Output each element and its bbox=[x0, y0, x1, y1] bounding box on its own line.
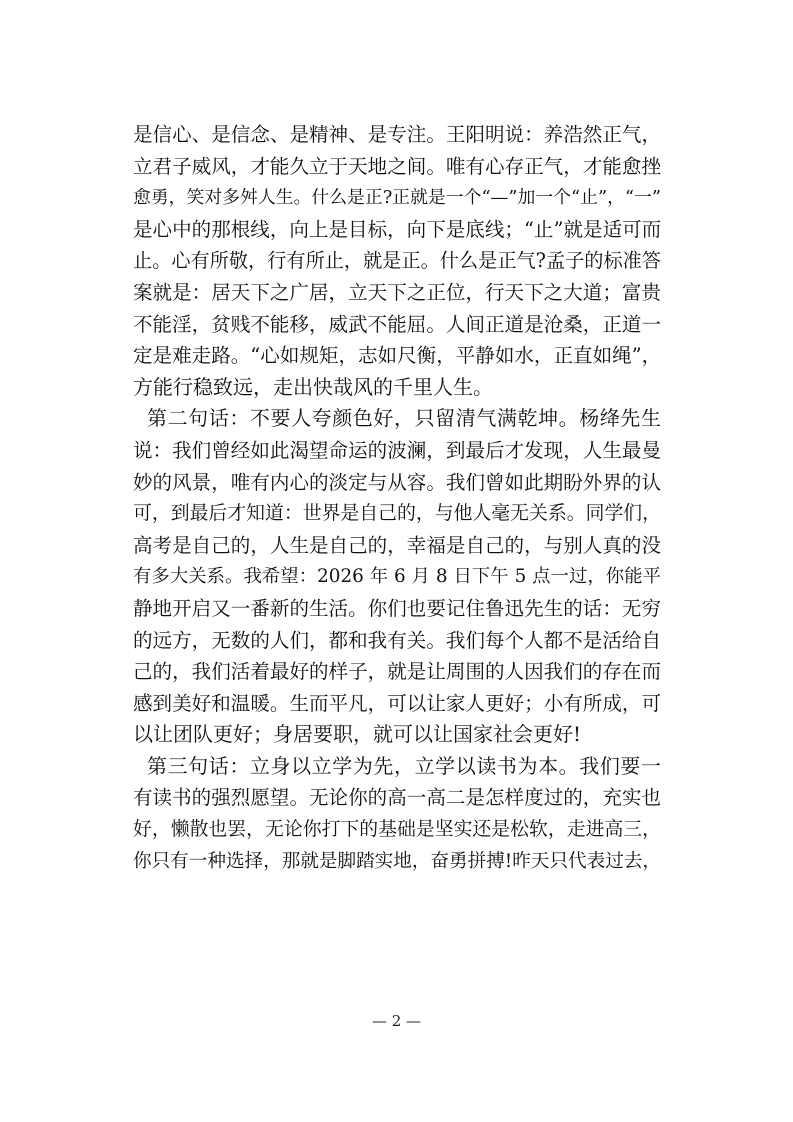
text-line: 方能行稳致远，走出快哉风的千里人生。 bbox=[133, 374, 493, 399]
text-line: 有读书的强烈愿望。无论你的高一高二是怎样度过的，充实也 bbox=[133, 786, 661, 810]
text-line: 感到美好和温暖。生而平凡，可以让家人更好；小有所成，可 bbox=[133, 691, 661, 715]
text-line: 立君子威风，才能久立于天地之间。唯有心存正气，才能愈挫 bbox=[133, 154, 661, 178]
text-line: 的远方，无数的人们，都和我有关。我们每个人都不是活给自 bbox=[133, 628, 661, 652]
text-line: 好，懒散也罢，无论你打下的基础是坚实还是松软，走进高三， bbox=[133, 819, 661, 841]
text-line: 静地开启又一番新的生活。你们也要记住鲁迅先生的话：无穷 bbox=[133, 596, 661, 620]
text-line: 是心中的那根线，向上是目标，向下是底线；“止”就是适可而 bbox=[133, 217, 662, 241]
text-line: 高考是自己的，人生是自己的，幸福是自己的，与别人真的没 bbox=[133, 533, 661, 557]
text-line: 案就是：居天下之广居，立天下之正位，行天下之大道；富贵 bbox=[133, 280, 661, 304]
text-line: 愈勇，笑对多舛人生。什么是正?正就是一个“—”加一个“止”，“一” bbox=[133, 187, 661, 209]
text-line: 有多大关系。我希望：2026 年 6 月 8 日下午 5 点一过，你能平 bbox=[133, 566, 661, 588]
text-line: 不能淫，贫贱不能移，威武不能屈。人间正道是沧桑，正道一 bbox=[133, 312, 661, 336]
text-line: 己的，我们活着最好的样子，就是让周围的人因我们的存在而 bbox=[133, 660, 661, 684]
page-number: — 2 — bbox=[371, 1012, 422, 1030]
text-line: 是信心、是信念、是精神、是专注。王阳明说：养浩然正气， bbox=[133, 123, 661, 146]
text-line: 定是难走路。“心如规矩，志如尺衡，平静如水，正直如绳”， bbox=[133, 344, 662, 368]
text-line: 说：我们曾经如此渴望命运的波澜，到最后才发现，人生最曼 bbox=[133, 438, 661, 462]
body-text bbox=[133, 119, 661, 877]
paragraph-start-line: 第三句话：立身以立学为先，立学以读书为本。我们要一 bbox=[147, 753, 661, 778]
text-line: 以让团队更好；身居要职，就可以让国家社会更好! bbox=[133, 722, 582, 747]
text-line: 止。心有所敬，行有所止，就是正。什么是正气?孟子的标准答 bbox=[133, 249, 661, 273]
paragraph-start-line: 第二句话：不要人夸颜色好，只留清气满乾坤。杨绛先生 bbox=[147, 406, 661, 431]
text-line: 可，到最后才知道：世界是自己的，与他人毫无关系。同学们， bbox=[133, 503, 661, 525]
text-line: 妙的风景，唯有内心的淡定与从容。我们曾如此期盼外界的认 bbox=[133, 470, 661, 494]
text-line: 你只有一种选择，那就是脚踏实地，奋勇拼搏!昨天只代表过去， bbox=[133, 850, 661, 872]
